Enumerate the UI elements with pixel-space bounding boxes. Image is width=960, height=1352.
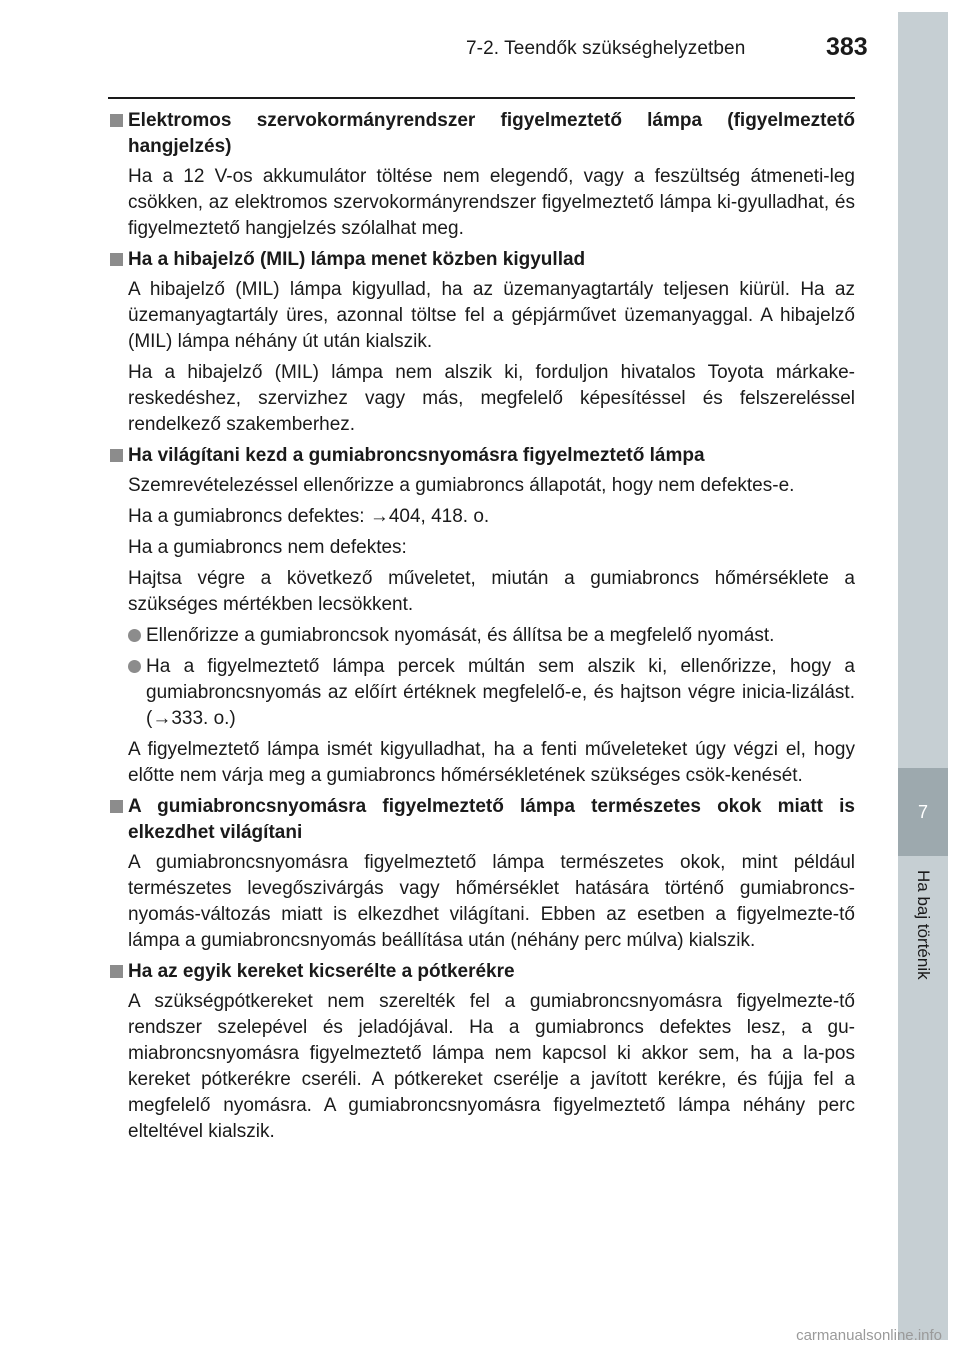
paragraph: Ha a gumiabroncs nem defektes: [128, 537, 407, 558]
heading-text: Ha a hibajelző (MIL) lámpa menet közben kigyullad [128, 249, 586, 270]
square-bullet-icon [110, 253, 123, 266]
paragraph: Hajtsa végre a következő műveletet, miután a gumiabroncs hőmérséklete a szükséges mértékben lecsökkent. [128, 568, 855, 615]
paragraph: Ha a 12 V-os akkumulátor töltése nem elegendő, vagy a feszültség átmeneti-leg csökken, az elektromos szervokormányrendszer figyelmeztető lámpa ki-gyulladhat, és figyelmeztető hangjelzés szólalhat meg. [128, 166, 855, 239]
section-heading [108, 247, 855, 273]
chapter-title: Ha baj történik [914, 870, 933, 980]
round-bullet-icon [128, 629, 141, 642]
heading-text: Ha az egyik kereket kicserélte a pótkerékre [128, 961, 515, 982]
paragraph: Szemrevételezéssel ellenőrizze a gumiabroncs állapotát, hogy nem defektes-e. [128, 475, 795, 496]
header-divider [108, 97, 855, 99]
paragraph: A hibajelző (MIL) lámpa kigyullad, ha az üzemanyagtartály teljesen kiürül. Ha az üzemanyagtartály üres, azonnal töltse fel a gépjárművet üzemanyaggal. A hibajelző (MIL) lámpa néhány út után kialszik. [128, 279, 855, 352]
page-content [108, 108, 855, 1150]
square-bullet-icon [110, 114, 123, 127]
side-tab-upper [898, 12, 948, 768]
paragraph-page-reference: Ha a gumiabroncs defektes: →404, 418. o. [128, 506, 490, 527]
square-bullet-icon [110, 965, 123, 978]
section-heading [108, 959, 855, 985]
list-item [146, 654, 855, 732]
page-number: 383 [826, 33, 868, 61]
paragraph: Ha a hibajelző (MIL) lámpa nem alszik ki, forduljon hivatalos Toyota márkake-reskedéshez, szervizhez vagy más, megfelelő képesítéssel és felszereléssel rendelkező szakemberhez. [128, 362, 855, 435]
heading-text: A gumiabroncsnyomásra figyelmeztető lámpa természetes okok miatt is elkezdhet világítani [128, 796, 855, 843]
list-item-text: Ellenőrizze a gumiabroncsok nyomását, és állítsa be a megfelelő nyomást. [146, 625, 775, 646]
watermark-text: carmanualsonline.info [796, 1327, 942, 1344]
section-tire-pressure-warning [108, 443, 855, 789]
paragraph: A szükségpótkereket nem szerelték fel a gumiabroncsnyomásra figyelmezte-tő rendszer szelepével és jeladójával. Ha a gumiabroncs defektes lesz, a gu-miabroncsnyomásra figyelmeztető lámpa nem kapcsol ki akkor sem, ha a la-pos kereket pótkerékre cseréli. A pótkereket cserélje a javított kerékre, és fújja fel a megfelelő nyomásra. A gumiabroncsnyomásra figyelmeztető lámpa néhány perc elteltével kialszik. [128, 991, 855, 1142]
square-bullet-icon [110, 449, 123, 462]
section-mil-lamp [108, 247, 855, 438]
round-bullet-icon [128, 660, 141, 673]
square-bullet-icon [110, 800, 123, 813]
heading-text: Elektromos szervokormányrendszer figyelmeztető lámpa (figyelmeztető hangjelzés) [128, 110, 855, 157]
paragraph: A gumiabroncsnyomásra figyelmeztető lámpa természetes okok, mint például természetes levegőszivárgás vagy hőmérséklet hatására történő gumiabroncs-nyomás-változás miatt is elkezdhet világítani. Ebben az esetben a figyelmezte-tő lámpa a gumiabroncsnyomás beállítása után (néhány perc múlva) kialszik. [128, 852, 855, 951]
section-heading [108, 794, 855, 846]
heading-text: Ha világítani kezd a gumiabroncsnyomásra figyelmeztető lámpa [128, 445, 705, 466]
list-item [146, 623, 855, 649]
section-natural-causes [108, 794, 855, 954]
section-power-steering-warning [108, 108, 855, 242]
chapter-number: 7 [917, 801, 928, 822]
section-heading [108, 108, 855, 160]
chapter-tab[interactable] [898, 768, 948, 856]
list-item-text: Ha a figyelmeztető lámpa percek múltán sem alszik ki, ellenőrizze, hogy a gumiabroncsnyomás az előírt értéknek megfelelő-e, és hajtson végre inicia-lizálást. (→333. o.) [146, 656, 855, 729]
running-header-title: 7-2. Teendők szükséghelyzetben [466, 38, 746, 59]
section-heading [108, 443, 855, 469]
paragraph: A figyelmeztető lámpa ismét kigyulladhat, ha a fenti műveleteket úgy végzi el, hogy előtte nem várja meg a gumiabroncs hőmérsékletének szükséges csök-kenését. [128, 739, 855, 786]
section-spare-wheel [108, 959, 855, 1145]
